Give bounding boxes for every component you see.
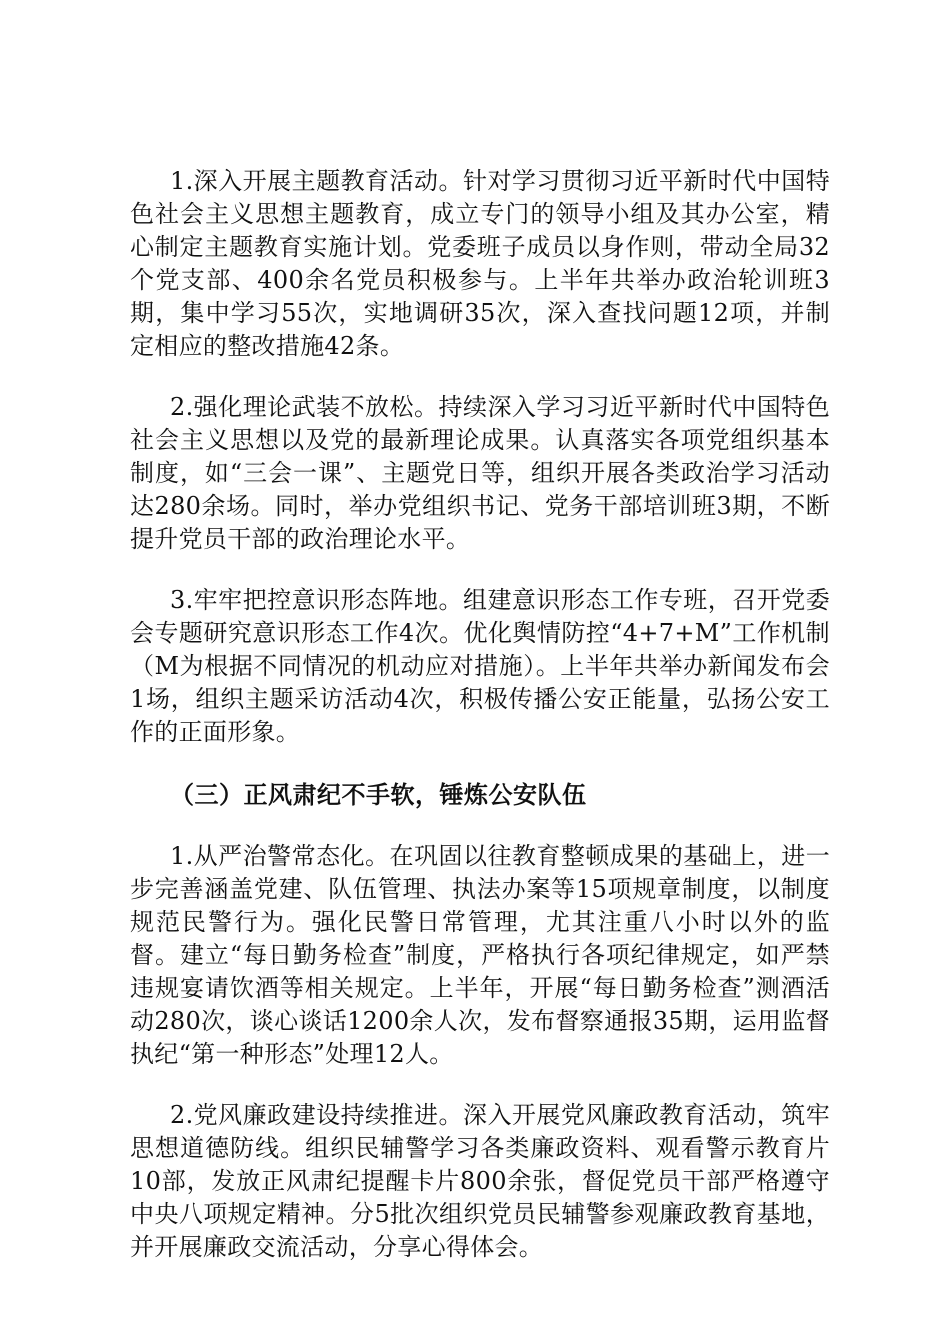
paragraph-ideology-position: 3.牢牢把控意识形态阵地。组建意识形态工作专班，召开党委会专题研究意识形态工作4次。优化舆情防控“4+7+M”工作机制（M为根据不同情况的机动应对措施）。上半年共举办新闻发布会1场，组织主题采访活动4次，积极传播公安正能量，弘扬公安工作的正面形象。 bbox=[130, 586, 830, 746]
paragraph-strict-police-management: 1.从严治警常态化。在巩固以往教育整顿成果的基础上，进一步完善涵盖党建、队伍管理、执法办案等15项规章制度，以制度规范民警行为。强化民警日常管理，尤其注重八小时以外的监督。建立“每日勤务检查”制度，严格执行各项纪律规定，如严禁违规宴请饮酒等相关规定。上半年，开展“每日勤务检查”测酒活动280次，谈心谈话1200余人次，发布督察通报35期，运用监督执纪“第一种形态”处理12人。 bbox=[130, 842, 830, 1068]
paragraph-theory-armament: 2.强化理论武装不放松。持续深入学习习近平新时代中国特色社会主义思想以及党的最新理论成果。认真落实各项党组织基本制度，如“三会一课”、主题党日等，组织开展各类政治学习活动达280余场。同时，举办党组织书记、党务干部培训班3期，不断提升党员干部的政治理论水平。 bbox=[130, 393, 830, 553]
section-heading: （三）正风肃纪不手软，锤炼公安队伍 bbox=[170, 780, 587, 809]
document-body bbox=[130, 165, 830, 1264]
paragraph-integrity-building: 2.党风廉政建设持续推进。深入开展党风廉政教育活动，筑牢思想道德防线。组织民辅警学习各类廉政资料、观看警示教育片10部，发放正风肃纪提醒卡片800余张，督促党员干部严格遵守中央八项规定精神。分5批次组织党员民辅警参观廉政教育基地，并开展廉政交流活动，分享心得体会。 bbox=[130, 1101, 830, 1261]
paragraph-theme-education: 1.深入开展主题教育活动。针对学习贯彻习近平新时代中国特色社会主义思想主题教育，成立专门的领导小组及其办公室，精心制定主题教育实施计划。党委班子成员以身作则，带动全局32个党支部、400余名党员积极参与。上半年共举办政治轮训班3期，集中学习55次，实地调研35次，深入查找问题12项，并制定相应的整改措施42条。 bbox=[130, 167, 830, 360]
